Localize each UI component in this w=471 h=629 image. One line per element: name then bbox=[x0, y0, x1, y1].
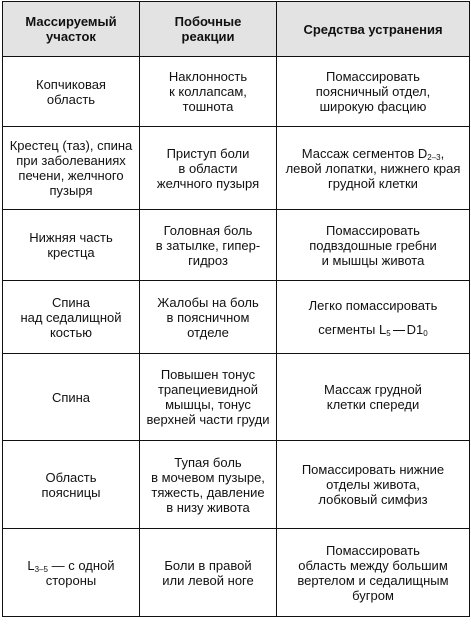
header-remedies: Средства устранения bbox=[277, 2, 470, 57]
cell-reaction: Головная боль в затылке, гипер- гидроз bbox=[140, 210, 277, 281]
cell-reaction: Приступ боли в области желчного пузыря bbox=[140, 127, 277, 210]
table-row bbox=[3, 441, 470, 529]
header-massaged-area: Массируемый участок bbox=[3, 2, 140, 57]
cell-reaction: Повышен тонус трапециевидной мышцы, тонус верхней части груди bbox=[140, 354, 277, 441]
cell-reaction: Жалобы на боль в поясничном отделе bbox=[140, 281, 277, 354]
table-row bbox=[3, 281, 470, 354]
cell-remedy: Помассировать подвздошные гребни и мышцы живота bbox=[277, 210, 470, 281]
cell-reaction: Тупая боль в мочевом пузыре, тяжесть, давление в низу живота bbox=[140, 441, 277, 529]
cell-area: Нижняя часть крестца bbox=[3, 210, 140, 281]
table-row bbox=[3, 210, 470, 281]
cell-remedy: Массаж сегментов $D_{2-3}$, левой лопатки, нижнего края грудной клетки bbox=[277, 127, 470, 210]
cell-area: Крестец (таз), спина при заболеваниях печени, желчного пузыря bbox=[3, 127, 140, 210]
cell-area: Область поясницы bbox=[3, 441, 140, 529]
cell-remedy: Помассировать область между большим вертелом и седалищным бугром bbox=[277, 529, 470, 617]
table-row bbox=[3, 529, 470, 617]
cell-area: Копчиковая область bbox=[3, 57, 140, 127]
massage-reactions-table bbox=[2, 1, 470, 617]
header-side-reactions: Побочные реакции bbox=[140, 2, 277, 57]
cell-area: Спина над седалищной костью bbox=[3, 281, 140, 354]
cell-remedy: Помассировать нижние отделы живота, лобковый симфиз bbox=[277, 441, 470, 529]
cell-area: $L_{3-5}$ — с одной стороны bbox=[3, 529, 140, 617]
table-row bbox=[3, 354, 470, 441]
table-row bbox=[3, 127, 470, 210]
cell-remedy: Массаж грудной клетки спереди bbox=[277, 354, 470, 441]
cell-reaction: Боли в правой или левой ноге bbox=[140, 529, 277, 617]
dash-line bbox=[393, 330, 405, 331]
cell-reaction: Наклонность к коллапсам, тошнота bbox=[140, 57, 277, 127]
table-row bbox=[3, 57, 470, 127]
cell-remedy: Помассировать поясничный отдел, широкую фасцию bbox=[277, 57, 470, 127]
cell-area: Спина bbox=[3, 354, 140, 441]
cell-remedy: Легко помассировать сегменты $L_5$ $D1_0$ bbox=[277, 281, 470, 354]
table-header-row bbox=[3, 2, 470, 57]
